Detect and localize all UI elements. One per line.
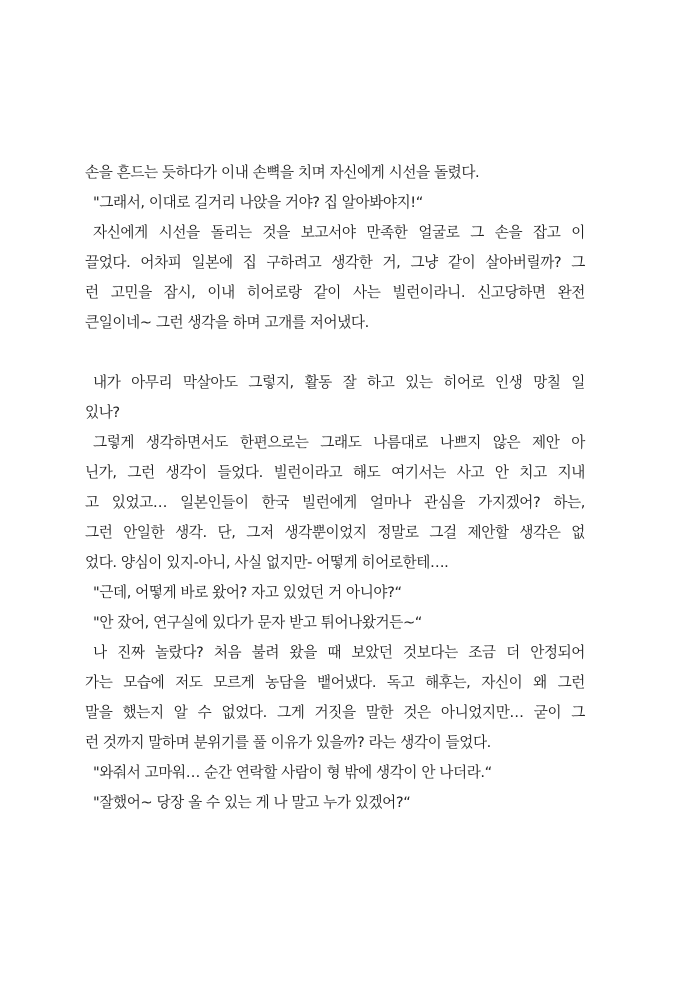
line-text: 내가 아무리 막살아도 그렇지, 활동 잘 하고 있는 히어로 인생 망칠 일 [93, 374, 585, 391]
text-line [85, 278, 585, 308]
line-text: 그런 안일한 생각. 단, 그저 생각뿐이었지 정말로 그걸 제안할 생각은 없 [85, 524, 585, 541]
text-line [85, 158, 585, 188]
line-text: 자신에게 시선을 돌리는 것을 보고서야 만족한 얼굴로 그 손을 잡고 이 [93, 224, 585, 241]
line-text: 나 진짜 놀랐다? 처음 불려 왔을 때 보았던 것보다는 조금 더 안정되어 [93, 644, 585, 661]
text-line [85, 458, 585, 488]
line-text: 런 고민을 잠시, 이내 히어로랑 같이 사는 빌런이라니. 신고당하면 완전 [85, 284, 585, 301]
line-text: 고 있었고… 일본인들이 한국 빌런에게 얼마나 관심을 가지겠어? 하는, [85, 494, 585, 511]
text-line [85, 188, 585, 218]
line-text: 런 것까지 말하며 분위기를 풀 이유가 있을까? 라는 생각이 들었다. [85, 734, 491, 751]
line-text: 가는 모습에 저도 모르게 농담을 뱉어냈다. 독고 해후는, 자신이 왜 그런 [85, 674, 585, 691]
text-line [85, 668, 585, 698]
text-line [85, 218, 585, 248]
text-line [85, 518, 585, 548]
text-line [85, 608, 585, 638]
text-line [85, 698, 585, 728]
line-text: "잘했어~ 당장 올 수 있는 게 나 말고 누가 있겠어?“ [93, 794, 411, 811]
line-text: 말을 했는지 알 수 없었다. 그게 거짓을 말한 것은 아니었지만… 굳이 그 [85, 704, 585, 721]
text-line [85, 248, 585, 278]
line-text: 었다. 양심이 있지-아니, 사실 없지만- 어떻게 히어로한테…. [85, 554, 449, 571]
line-text: 큰일이네~ 그런 생각을 하며 고개를 저어냈다. [85, 314, 369, 331]
line-text: "와줘서 고마워… 순간 연락할 사람이 형 밖에 생각이 안 나더라.“ [93, 764, 492, 781]
line-text: "그래서, 이대로 길거리 나앉을 거야? 집 알아봐야지!“ [93, 194, 423, 211]
text-line [85, 578, 585, 608]
document-page [85, 158, 585, 818]
line-text: 있나? [85, 404, 120, 421]
text-line [85, 428, 585, 458]
line-text: 끌었다. 어차피 일본에 집 구하려고 생각한 거, 그냥 같이 살아버릴까? 그 [85, 254, 585, 271]
paragraph-break [85, 338, 585, 368]
line-text: "근데, 어떻게 바로 왔어? 자고 있었던 거 아니야?“ [93, 584, 402, 601]
text-line [85, 488, 585, 518]
text-line [85, 308, 585, 338]
line-text: 손을 흔드는 듯하다가 이내 손뼉을 치며 자신에게 시선을 돌렸다. [85, 164, 480, 181]
text-line [85, 758, 585, 788]
text-line [85, 728, 585, 758]
text-line [85, 548, 585, 578]
text-line [85, 788, 585, 818]
line-text: 닌가, 그런 생각이 들었다. 빌런이라고 해도 여기서는 사고 안 치고 지내 [85, 464, 585, 481]
text-line [85, 398, 585, 428]
line-text: 그렇게 생각하면서도 한편으로는 그래도 나름대로 나쁘지 않은 제안 아 [93, 434, 585, 451]
text-line [85, 368, 585, 398]
text-line [85, 638, 585, 668]
line-text: "안 잤어, 연구실에 있다가 문자 받고 튀어나왔거든~“ [93, 614, 422, 631]
